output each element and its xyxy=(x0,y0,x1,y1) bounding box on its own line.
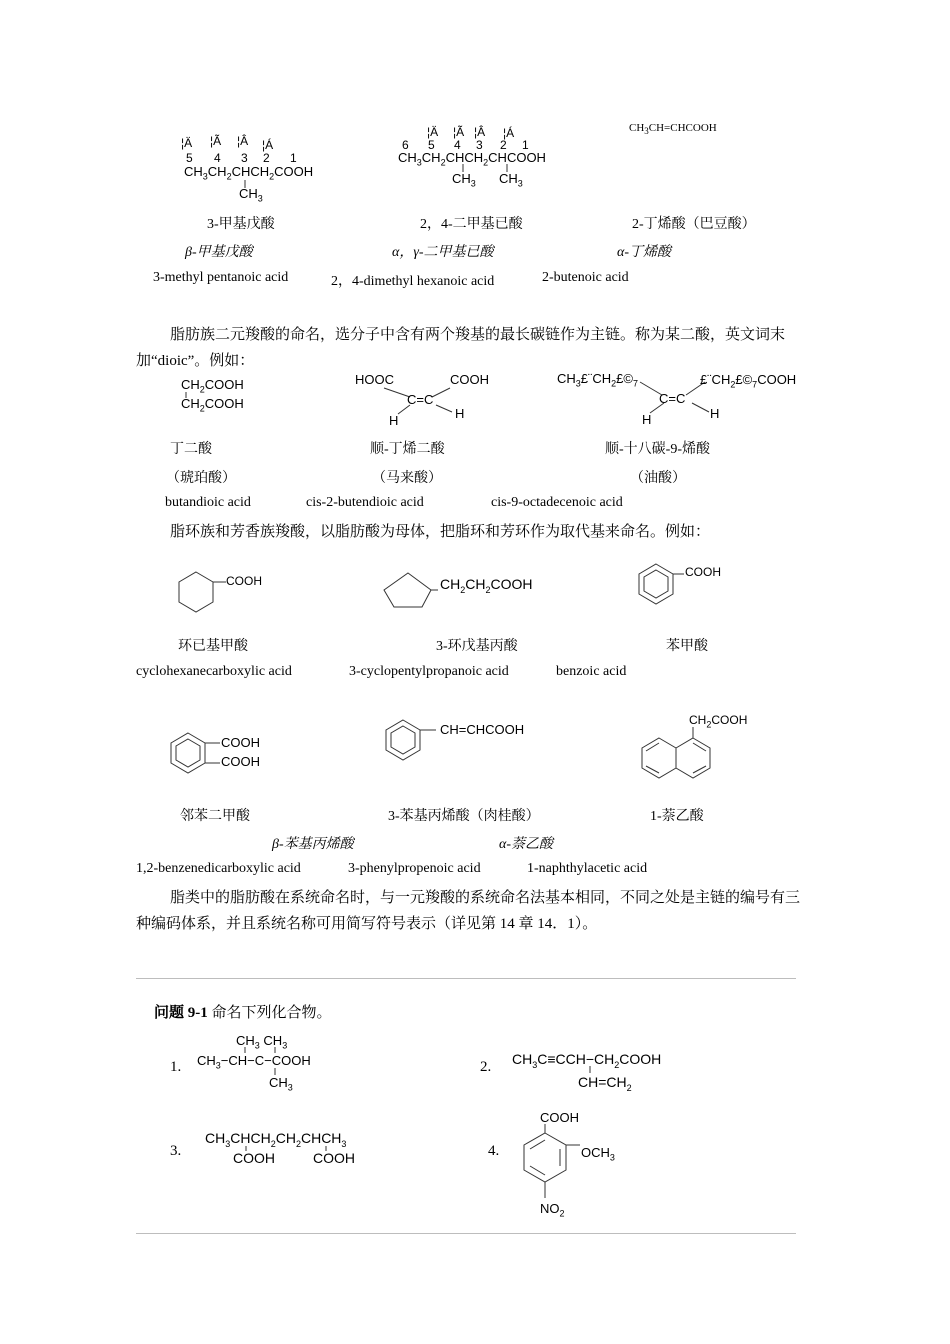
formula-maleic-h: H xyxy=(389,413,399,428)
formula-branch: $CH_3$ xyxy=(452,171,476,189)
question-label: 4. xyxy=(488,1143,500,1159)
carbon-number: 5 xyxy=(186,151,193,165)
name-cn: 环已基甲酸 xyxy=(178,639,248,654)
name-en: 3-methyl pentanoic acid xyxy=(153,270,289,285)
greek-label: ¦Á xyxy=(503,126,515,140)
name-cn: 顺-十八碳-9-烯酸 xyxy=(605,442,710,457)
q1-bottom-methyl: $CH_3$ xyxy=(269,1075,293,1093)
formula-oleic-h: H xyxy=(710,406,720,421)
carbon-number: 1 xyxy=(290,151,297,165)
name-cn: 丁二酸 xyxy=(170,442,212,457)
name-en: 3-cyclopentylpropanoic acid xyxy=(349,664,509,679)
q1-top-methyls: $CH_3$ $CH_3$ xyxy=(236,1033,288,1051)
formula-cinnamic-chain: CH=CHCOOH xyxy=(440,722,525,737)
formula-benzoic-cooh: COOH xyxy=(685,565,721,579)
paragraph-fatty-acids: 脂类中的脂肪酸在系统命名时，与一元羧酸的系统命名法基本相同，不同之处是主链的编号有三种编码体系，并且系统名称可用简写符号表示（详见第 14 章 14．1）。 xyxy=(136,890,801,932)
formula-maleic-h: H xyxy=(455,406,465,421)
formula-phthalic-cooh: COOH xyxy=(221,735,260,750)
name-common: （油酸） xyxy=(630,471,686,486)
name-cn: 2-丁烯酸（巴豆酸） xyxy=(632,217,756,232)
divider-bottom xyxy=(136,1233,796,1234)
greek-label: ¦Ä xyxy=(427,125,439,139)
q2-vinyl: $CH=CH_2$ xyxy=(578,1074,632,1093)
name-en: benzoic acid xyxy=(556,664,627,679)
name-common: （琥珀酸） xyxy=(166,471,236,486)
formula-oleic-right: $£¨CH_2£©_7COOH$ xyxy=(700,372,797,390)
greek-label: ¦Ã xyxy=(210,134,222,148)
formula-2-4-dimethylhexanoic: $CH_3CH_2CHCH_2CHCOOH$ xyxy=(398,150,546,168)
name-common: （马来酸） xyxy=(372,471,442,486)
greek-label: ¦Ä xyxy=(181,136,193,150)
formula-oleic-cc: C=C xyxy=(659,391,686,406)
name-en: cyclohexanecarboxylic acid xyxy=(136,664,292,679)
name-greek: β-甲基戊酸 xyxy=(185,245,253,260)
formula-succinic: $CH_2COOH$ xyxy=(181,396,244,414)
q4-cooh: COOH xyxy=(540,1110,579,1125)
carbon-number: 6 xyxy=(402,138,409,152)
name-greek: α-萘乙酸 xyxy=(499,837,554,852)
name-cn: 顺-丁烯二酸 xyxy=(370,442,445,457)
name-en: cis-9-octadecenoic acid xyxy=(491,495,623,510)
carbon-number: 2 xyxy=(500,138,507,152)
name-en: butandioic acid xyxy=(165,495,251,510)
q2-main-chain: $CH_3C\equiv CCH-CH_2COOH$ xyxy=(512,1051,662,1070)
carbon-number: 4 xyxy=(454,138,461,152)
paragraph-dioic: 脂肪族二元羧酸的命名，选分子中含有两个羧基的最长碳链作为主链。称为某二酸，英文词末加“dioic”。例如： xyxy=(136,327,786,369)
name-cn: 2，4-二甲基已酸 xyxy=(420,217,523,232)
carbon-number: 1 xyxy=(522,138,529,152)
carbon-number: 4 xyxy=(214,151,221,165)
carbon-number: 2 xyxy=(263,151,270,165)
name-en: 1,2-benzenedicarboxylic acid xyxy=(136,861,301,876)
name-en: 3-phenylpropenoic acid xyxy=(348,861,481,876)
formula-3-methylpentanoic: $CH_3CH_2CHCH_2COOH$ xyxy=(184,164,314,182)
name-greek: α，γ-二甲基已酸 xyxy=(392,245,494,260)
problem-number: 问题 9-1 xyxy=(154,1005,208,1021)
q3-main-chain: $CH_3CHCH_2CH_2CHCH_3$ xyxy=(205,1130,347,1149)
formula-maleic-cc: C=C xyxy=(407,392,434,407)
q4-nitro: $NO_2$ xyxy=(540,1201,565,1219)
formula-naphthylacetic-chain: $CH_2COOH$ xyxy=(689,713,748,730)
carbon-number: 3 xyxy=(241,151,248,165)
greek-label: ¦Ã xyxy=(453,125,465,139)
greek-label: ¦Â xyxy=(474,125,486,139)
name-en: 2-butenoic acid xyxy=(542,270,629,285)
name-en: cis-2-butendioic acid xyxy=(306,495,424,510)
formula-cyclopentyl-chain: $CH_2CH_2COOH$ xyxy=(440,576,533,595)
carbon-number: 5 xyxy=(428,138,435,152)
formula-branch: $CH_3$ xyxy=(499,171,523,189)
name-cn: 3-甲基戊酸 xyxy=(207,217,275,232)
formula-cyclohexyl-cooh: COOH xyxy=(226,574,262,588)
formula-phthalic-cooh: COOH xyxy=(221,754,260,769)
paragraph-ring-acids: 脂环族和芳香族羧酸，以脂肪酸为母体，把脂环和芳环作为取代基来命名。例如： xyxy=(170,524,711,540)
greek-label: ¦Â xyxy=(237,134,249,148)
q4-methoxy: $OCH_3$ xyxy=(581,1145,615,1163)
name-cn: 苯甲酸 xyxy=(666,639,708,654)
question-label: 3. xyxy=(170,1143,182,1159)
formula-oleic-h: H xyxy=(642,412,652,427)
name-greek: β-苯基丙烯酸 xyxy=(272,837,354,852)
formula-maleic-cooh: COOH xyxy=(450,372,489,387)
formula-maleic-hooc: HOOC xyxy=(355,372,394,387)
q3-cooh: COOH xyxy=(313,1150,355,1166)
carbon-number: 3 xyxy=(476,138,483,152)
problem-instruction: 命名下列化合物。 xyxy=(211,1005,332,1021)
name-cn: 1-萘乙酸 xyxy=(650,809,704,824)
name-en: 1-naphthylacetic acid xyxy=(527,861,648,876)
name-cn: 3-环戊基丙酸 xyxy=(436,639,518,654)
q3-cooh: COOH xyxy=(233,1150,275,1166)
q1-main-chain: $CH_3-CH-C-COOH$ xyxy=(197,1053,311,1071)
name-cn: 邻苯二甲酸 xyxy=(180,809,250,824)
question-label: 1. xyxy=(170,1059,182,1075)
name-greek: α-丁烯酸 xyxy=(617,245,672,260)
name-en: 2，4-dimethyl hexanoic acid xyxy=(331,274,495,289)
formula-oleic-left: $CH_3£¨CH_2£©_7$ xyxy=(557,371,638,389)
formula-2-butenoic: $CH_3CH=CHCOOH$ xyxy=(629,122,717,137)
formula-branch: $CH_3$ xyxy=(239,186,263,204)
name-cn: 3-苯基丙烯酸（肉桂酸） xyxy=(388,809,540,824)
greek-label: ¦Á xyxy=(262,138,274,152)
question-label: 2. xyxy=(480,1059,492,1075)
formula-succinic: $CH_2COOH$ xyxy=(181,377,244,395)
